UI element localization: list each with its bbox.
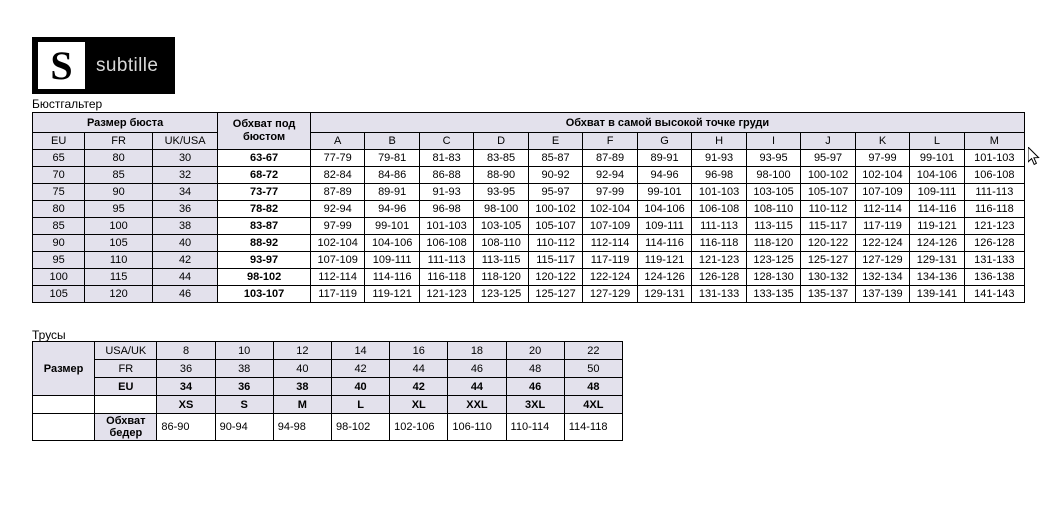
bra-size-cell: 115 [85,269,153,286]
bra-cup-column-header: I [746,133,800,150]
bra-underbust-cell: 73-77 [218,184,311,201]
panties-size-cell: 38 [273,378,331,396]
bra-cup-column-header: C [419,133,473,150]
bra-size-cell: 32 [152,167,217,184]
bra-bust-cell: 130-132 [801,269,855,286]
bra-bust-cell: 85-87 [528,150,582,167]
bra-bust-cell: 135-137 [801,286,855,303]
bra-bust-cell: 128-130 [746,269,800,286]
bra-cup-column-header: K [855,133,909,150]
bra-size-cell: 30 [152,150,217,167]
bra-bust-cell: 102-104 [583,201,637,218]
bra-bust-cell: 100-102 [528,201,582,218]
bra-bust-cell: 111-113 [692,218,746,235]
panties-hip-cell: 110-114 [506,414,564,441]
bra-bust-cell: 117-119 [583,252,637,269]
table-row [33,184,1025,201]
bra-size-cell: 44 [152,269,217,286]
bra-cup-column-header: A [310,133,364,150]
panties-size-cell: XXL [448,396,506,414]
panties-hip-cell: 86-90 [157,414,215,441]
panties-size-cell: 46 [448,360,506,378]
bra-size-table [32,112,1025,303]
panties-hip-cell: 90-94 [215,414,273,441]
bra-bust-cell: 99-101 [637,184,691,201]
bra-bust-cell: 134-136 [910,269,964,286]
table-row [33,414,623,441]
panties-size-cell: 38 [215,360,273,378]
bra-size-cell: 90 [85,184,153,201]
bra-bust-cell: 107-109 [310,252,364,269]
bra-bust-cell: 81-83 [419,150,473,167]
bra-bust-cell: 117-119 [310,286,364,303]
bra-bust-cell: 137-139 [855,286,909,303]
bra-underbust-cell: 83-87 [218,218,311,235]
panties-size-cell: 18 [448,342,506,360]
bra-bust-cell: 133-135 [746,286,800,303]
bra-size-cell: 90 [33,235,85,252]
bra-bust-cell: 127-129 [583,286,637,303]
panties-row-label: USA/UK [95,342,157,360]
bra-bust-cell: 87-89 [310,184,364,201]
bra-bust-cell: 97-99 [310,218,364,235]
bra-bust-cell: 114-116 [910,201,964,218]
bra-bust-cell: 116-118 [692,235,746,252]
bra-size-cell: 36 [152,201,217,218]
table-row [33,342,623,360]
bra-size-cell: 105 [85,235,153,252]
bra-bust-cell: 120-122 [528,269,582,286]
bra-bust-cell: 124-126 [637,269,691,286]
bra-size-column-header: FR [85,133,153,150]
bra-bust-cell: 97-99 [855,150,909,167]
bra-size-cell: 120 [85,286,153,303]
bra-bust-cell: 90-92 [528,167,582,184]
bra-bust-cell: 106-108 [692,201,746,218]
logo-mark-icon: S [38,42,85,89]
bra-bust-cell: 79-81 [365,150,419,167]
bra-bust-cell: 129-131 [910,252,964,269]
bra-section-caption: Бюстгальтер [32,97,103,111]
bra-bust-cell: 83-85 [474,150,528,167]
bra-bust-cell: 93-95 [746,150,800,167]
bra-underbust-cell: 78-82 [218,201,311,218]
panties-hip-cell: 106-110 [448,414,506,441]
panties-size-label: Размер [33,342,95,396]
bra-bust-cell: 91-93 [419,184,473,201]
bra-cup-column-header: E [528,133,582,150]
bra-size-cell: 100 [33,269,85,286]
panties-size-cell: 40 [273,360,331,378]
bra-cup-column-header: H [692,133,746,150]
panties-row-label: EU [95,378,157,396]
bra-size-cell: 70 [33,167,85,184]
table-row [33,218,1025,235]
bra-size-cell: 105 [33,286,85,303]
bra-underbust-cell: 88-92 [218,235,311,252]
brand-logo [32,37,175,94]
bra-header-underbust: Обхват под бюстом [218,113,311,150]
bra-cup-column-header: G [637,133,691,150]
bra-underbust-cell: 68-72 [218,167,311,184]
bra-bust-cell: 118-120 [746,235,800,252]
panties-hip-cell: 98-102 [331,414,389,441]
panties-size-cell: 44 [448,378,506,396]
bra-underbust-cell: 63-67 [218,150,311,167]
bra-bust-cell: 113-115 [746,218,800,235]
bra-size-cell: 100 [85,218,153,235]
bra-bust-cell: 117-119 [855,218,909,235]
bra-bust-cell: 112-114 [855,201,909,218]
panties-size-cell: 34 [157,378,215,396]
bra-bust-cell: 88-90 [474,167,528,184]
table-row [33,396,623,414]
bra-bust-cell: 111-113 [964,184,1024,201]
panties-row-label: FR [95,360,157,378]
panties-size-cell: L [331,396,389,414]
panties-size-cell: 22 [564,342,622,360]
bra-bust-cell: 119-121 [910,218,964,235]
bra-bust-cell: 92-94 [310,201,364,218]
panties-size-cell: XS [157,396,215,414]
bra-cup-column-header: D [474,133,528,150]
panties-size-cell: 42 [331,360,389,378]
panties-row-label [95,396,157,414]
bra-bust-cell: 121-123 [419,286,473,303]
bra-bust-cell: 102-104 [310,235,364,252]
bra-bust-cell: 82-84 [310,167,364,184]
panties-size-cell: 42 [390,378,448,396]
panties-empty-cell [33,414,95,441]
bra-bust-cell: 103-105 [474,218,528,235]
bra-bust-cell: 120-122 [801,235,855,252]
bra-bust-cell: 104-106 [910,167,964,184]
bra-bust-cell: 126-128 [964,235,1024,252]
bra-bust-cell: 114-116 [637,235,691,252]
panties-hip-cell: 102-106 [390,414,448,441]
bra-bust-cell: 121-123 [964,218,1024,235]
table-row [33,235,1025,252]
bra-bust-cell: 93-95 [474,184,528,201]
panties-size-cell: 36 [157,360,215,378]
bra-bust-cell: 103-105 [746,184,800,201]
bra-bust-cell: 114-116 [365,269,419,286]
bra-size-cell: 85 [33,218,85,235]
panties-size-cell: XL [390,396,448,414]
bra-bust-cell: 87-89 [583,150,637,167]
bra-bust-cell: 115-117 [528,252,582,269]
bra-bust-cell: 131-133 [964,252,1024,269]
panties-size-cell: 16 [390,342,448,360]
bra-bust-cell: 125-127 [528,286,582,303]
bra-bust-cell: 77-79 [310,150,364,167]
bra-bust-cell: 109-111 [637,218,691,235]
bra-underbust-cell: 103-107 [218,286,311,303]
bra-bust-cell: 101-103 [964,150,1024,167]
panties-section-caption: Трусы [32,328,66,342]
bra-size-cell: 40 [152,235,217,252]
bra-bust-cell: 96-98 [692,167,746,184]
bra-table-subheader-row [33,133,1025,150]
panties-size-cell: 36 [215,378,273,396]
bra-bust-cell: 107-109 [855,184,909,201]
bra-bust-cell: 126-128 [692,269,746,286]
bra-bust-cell: 109-111 [365,252,419,269]
bra-bust-cell: 121-123 [692,252,746,269]
bra-header-bust: Обхват в самой высокой точке груди [310,113,1024,133]
bra-bust-cell: 102-104 [855,167,909,184]
bra-bust-cell: 124-126 [910,235,964,252]
bra-bust-cell: 89-91 [365,184,419,201]
bra-bust-cell: 108-110 [474,235,528,252]
bra-bust-cell: 94-96 [637,167,691,184]
bra-bust-cell: 105-107 [528,218,582,235]
bra-bust-cell: 136-138 [964,269,1024,286]
panties-hip-cell: 94-98 [273,414,331,441]
bra-bust-cell: 131-133 [692,286,746,303]
bra-underbust-cell: 98-102 [218,269,311,286]
table-row [33,201,1025,218]
bra-bust-cell: 112-114 [310,269,364,286]
bra-size-cell: 75 [33,184,85,201]
bra-size-cell: 80 [33,201,85,218]
panties-size-cell: 50 [564,360,622,378]
bra-bust-cell: 116-118 [964,201,1024,218]
bra-bust-cell: 104-106 [637,201,691,218]
bra-bust-cell: 98-100 [474,201,528,218]
bra-cup-column-header: M [964,133,1024,150]
panties-size-cell: S [215,396,273,414]
bra-size-cell: 80 [85,150,153,167]
table-row [33,252,1025,269]
panties-size-cell: 12 [273,342,331,360]
bra-bust-cell: 99-101 [365,218,419,235]
panties-hip-cell: 114-118 [564,414,622,441]
bra-bust-cell: 106-108 [419,235,473,252]
bra-size-column-header: UK/USA [152,133,217,150]
panties-size-cell: 20 [506,342,564,360]
panties-hip-label: Обхват бедер [95,414,157,441]
bra-bust-cell: 105-107 [801,184,855,201]
bra-size-cell: 46 [152,286,217,303]
bra-bust-cell: 110-112 [528,235,582,252]
panties-size-cell: 10 [215,342,273,360]
bra-size-cell: 95 [33,252,85,269]
mouse-cursor-icon [1028,147,1040,166]
bra-bust-cell: 94-96 [365,201,419,218]
bra-bust-cell: 108-110 [746,201,800,218]
logo-wordmark: subtille [96,54,159,76]
bra-bust-cell: 119-121 [637,252,691,269]
bra-bust-cell: 123-125 [474,286,528,303]
panties-size-cell: 8 [157,342,215,360]
bra-bust-cell: 116-118 [419,269,473,286]
bra-bust-cell: 101-103 [692,184,746,201]
bra-size-cell: 38 [152,218,217,235]
bra-bust-cell: 84-86 [365,167,419,184]
bra-bust-cell: 113-115 [474,252,528,269]
table-row [33,378,623,396]
bra-size-cell: 85 [85,167,153,184]
bra-table-header-row [33,113,1025,133]
table-row [33,269,1025,286]
panties-size-cell: 46 [506,378,564,396]
bra-bust-cell: 91-93 [692,150,746,167]
panties-size-cell: 48 [506,360,564,378]
panties-size-cell: 44 [390,360,448,378]
bra-bust-cell: 139-141 [910,286,964,303]
bra-cup-column-header: J [801,133,855,150]
bra-cup-column-header: L [910,133,964,150]
panties-size-table [32,341,623,441]
bra-bust-cell: 119-121 [365,286,419,303]
table-row [33,150,1025,167]
bra-size-column-header: EU [33,133,85,150]
bra-bust-cell: 86-88 [419,167,473,184]
bra-size-cell: 34 [152,184,217,201]
bra-bust-cell: 115-117 [801,218,855,235]
bra-bust-cell: 95-97 [801,150,855,167]
bra-bust-cell: 118-120 [474,269,528,286]
bra-bust-cell: 96-98 [419,201,473,218]
panties-empty-cell [33,396,95,414]
table-row [33,360,623,378]
panties-size-cell: M [273,396,331,414]
table-row [33,286,1025,303]
bra-header-size-group: Размер бюста [33,113,218,133]
bra-bust-cell: 111-113 [419,252,473,269]
bra-size-cell: 42 [152,252,217,269]
bra-bust-cell: 101-103 [419,218,473,235]
bra-cup-column-header: B [365,133,419,150]
bra-bust-cell: 125-127 [801,252,855,269]
bra-bust-cell: 104-106 [365,235,419,252]
bra-bust-cell: 132-134 [855,269,909,286]
bra-bust-cell: 123-125 [746,252,800,269]
bra-size-cell: 95 [85,201,153,218]
bra-bust-cell: 110-112 [801,201,855,218]
panties-size-cell: 40 [331,378,389,396]
bra-size-cell: 110 [85,252,153,269]
panties-size-cell: 14 [331,342,389,360]
bra-bust-cell: 112-114 [583,235,637,252]
bra-bust-cell: 89-91 [637,150,691,167]
bra-size-cell: 65 [33,150,85,167]
panties-size-cell: 4XL [564,396,622,414]
bra-bust-cell: 99-101 [910,150,964,167]
bra-cup-column-header: F [583,133,637,150]
bra-bust-cell: 106-108 [964,167,1024,184]
bra-bust-cell: 141-143 [964,286,1024,303]
bra-bust-cell: 107-109 [583,218,637,235]
bra-bust-cell: 97-99 [583,184,637,201]
bra-bust-cell: 92-94 [583,167,637,184]
bra-bust-cell: 98-100 [746,167,800,184]
bra-bust-cell: 129-131 [637,286,691,303]
bra-bust-cell: 127-129 [855,252,909,269]
panties-size-cell: 48 [564,378,622,396]
bra-bust-cell: 109-111 [910,184,964,201]
bra-bust-cell: 122-124 [855,235,909,252]
bra-bust-cell: 95-97 [528,184,582,201]
bra-bust-cell: 100-102 [801,167,855,184]
table-row [33,167,1025,184]
bra-bust-cell: 122-124 [583,269,637,286]
panties-size-cell: 3XL [506,396,564,414]
bra-underbust-cell: 93-97 [218,252,311,269]
